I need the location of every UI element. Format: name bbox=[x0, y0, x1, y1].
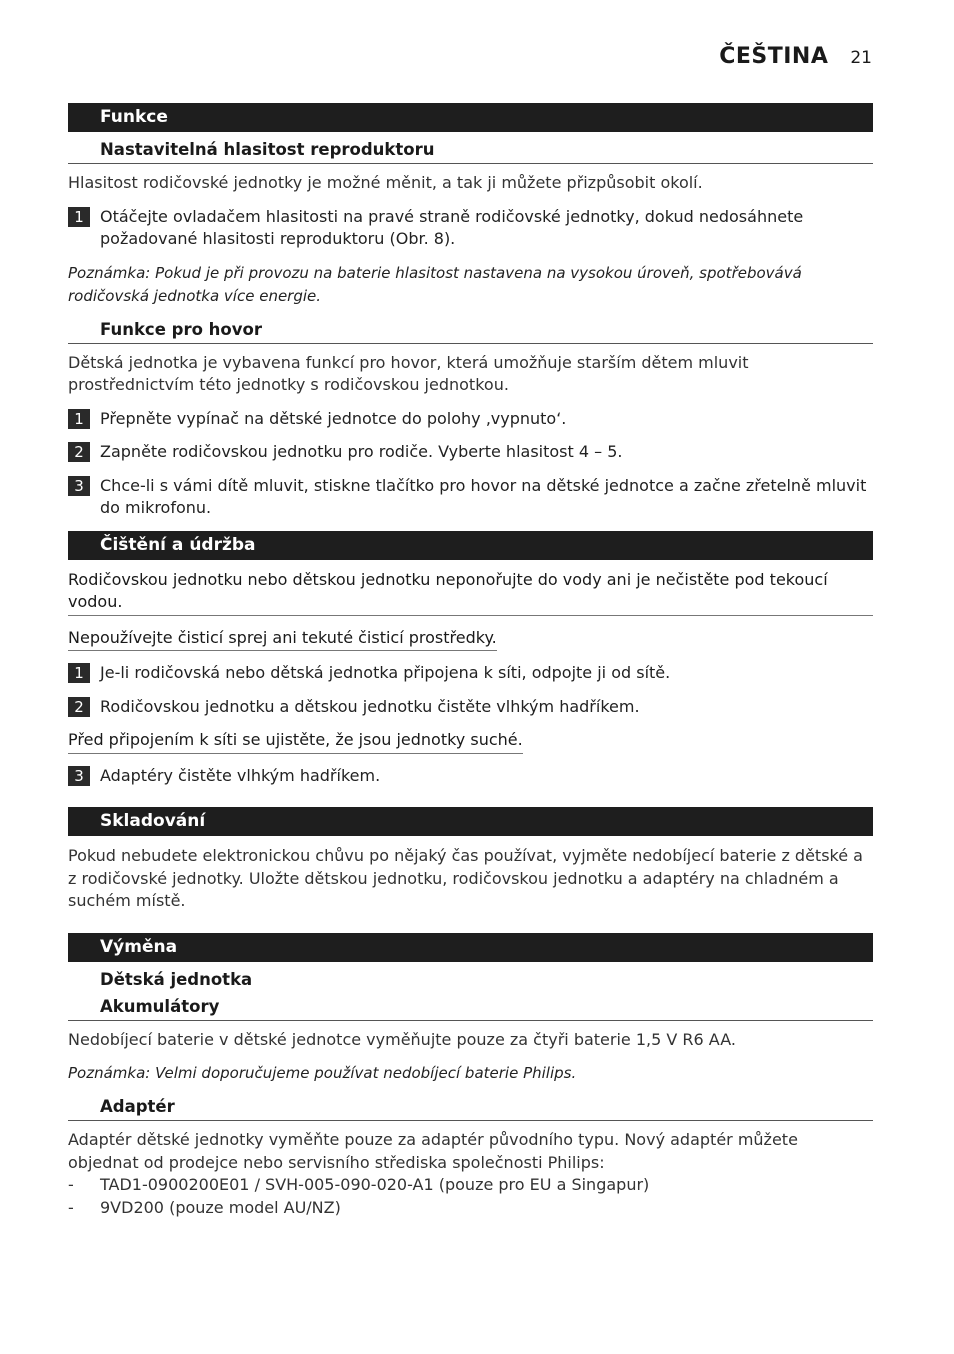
subsection-title-adapter: Adaptér bbox=[68, 1093, 873, 1121]
page-number: 21 bbox=[850, 48, 872, 68]
step-cleaning-1 bbox=[68, 662, 873, 685]
batteries-note: Poznámka: Velmi doporučujeme používat nedobíjecí baterie Philips. bbox=[68, 1064, 577, 1082]
step-number: 1 bbox=[68, 207, 90, 227]
talk-intro: Dětská jednotka je vybavena funkcí pro hovor, která umožňuje starším dětem mluvit prostřednictvím této jednotky s rodičovskou jednotkou. bbox=[68, 352, 749, 394]
step-text: Otáčejte ovladačem hlasitosti na pravé straně rodičovské jednotky, dokud nedosáhnete požadované hlasitosti reproduktoru (Obr. 8). bbox=[100, 206, 804, 248]
batteries-text: Nedobíjecí baterie v dětské jednotce vyměňujte pouze za čtyři baterie 1,5 V R6 AA. bbox=[68, 1029, 736, 1049]
volume-note: Poznámka: Pokud je při provozu na baterie hlasitost nastavena na vysokou úroveň, spotřebovává rodičovská jednotka více energie. bbox=[68, 263, 802, 305]
section-title-funkce: Funkce bbox=[68, 103, 873, 132]
step-talk-1 bbox=[68, 408, 873, 431]
section-title-cleaning: Čištění a údržba bbox=[68, 531, 873, 560]
section-title-storage: Skladování bbox=[68, 807, 873, 836]
list-item-text: TAD1-0900200E01 / SVH-005-090-020-A1 (pouze pro EU a Singapur) bbox=[100, 1175, 650, 1194]
subsection-title-baby-unit: Dětská jednotka bbox=[100, 969, 253, 989]
step-talk-3 bbox=[68, 475, 873, 520]
step-cleaning-3 bbox=[68, 765, 873, 788]
list-item bbox=[68, 1174, 873, 1197]
adapter-text: Adaptér dětské jednotky vyměňte pouze za adaptér původního typu. Nový adaptér můžete objednat od prodejce nebo servisního střediska společnosti Philips: bbox=[68, 1130, 798, 1172]
step-text: Zapněte rodičovskou jednotku pro rodiče. Vyberte hlasitost 4 – 5. bbox=[100, 442, 623, 461]
step-text: Přepněte vypínač na dětské jednotce do polohy ‚vypnuto‘. bbox=[100, 408, 567, 428]
step-number: 3 bbox=[68, 766, 90, 786]
warning-no-water: Rodičovskou jednotku nebo dětskou jednotku neponořujte do vody ani je nečistěte pod tekoucí vodou. bbox=[68, 569, 873, 616]
dash-bullet: - bbox=[68, 1175, 74, 1194]
warning-dry-units: Před připojením k síti se ujistěte, že jsou jednotky suché. bbox=[68, 729, 523, 754]
step-volume-1 bbox=[68, 206, 873, 251]
page-content bbox=[68, 103, 873, 1219]
step-number: 1 bbox=[68, 409, 90, 429]
step-cleaning-2 bbox=[68, 696, 873, 719]
list-item-text: 9VD200 (pouze model AU/NZ) bbox=[100, 1197, 341, 1217]
step-number: 2 bbox=[68, 697, 90, 717]
storage-text: Pokud nebudete elektronickou chůvu po nějaký čas používat, vyjměte nedobíjecí baterie z dětské a z rodičovské jednotky. Uložte dětskou jednotku, rodičovskou jednotku a adaptéry na chladném a suchém místě. bbox=[68, 846, 863, 910]
section-title-replacement: Výměna bbox=[68, 933, 873, 962]
step-number: 3 bbox=[68, 476, 90, 496]
volume-intro: Hlasitost rodičovské jednotky je možné měnit, a tak ji můžete přizpůsobit okolí. bbox=[68, 173, 703, 192]
warning-no-spray: Nepoužívejte čisticí sprej ani tekuté čisticí prostředky. bbox=[68, 627, 497, 652]
step-number: 2 bbox=[68, 442, 90, 462]
subsection-title-batteries: Akumulátory bbox=[68, 993, 873, 1021]
step-text: Rodičovskou jednotku a dětskou jednotku čistěte vlhkým hadříkem. bbox=[100, 696, 640, 716]
list-item bbox=[68, 1197, 873, 1220]
step-text: Je-li rodičovská nebo dětská jednotka připojena k síti, odpojte ji od sítě. bbox=[100, 663, 671, 682]
subsection-title-talk: Funkce pro hovor bbox=[68, 316, 873, 344]
step-text: Adaptéry čistěte vlhkým hadříkem. bbox=[100, 765, 381, 785]
step-text: Chce-li s vámi dítě mluvit, stiskne tlačítko pro hovor na dětské jednotce a začne zřetelně mluvit do mikrofonu. bbox=[100, 475, 867, 517]
step-number: 1 bbox=[68, 663, 90, 683]
page-header bbox=[719, 44, 872, 69]
subsection-title-volume: Nastavitelná hlasitost reproduktoru bbox=[68, 136, 873, 164]
dash-bullet: - bbox=[68, 1197, 74, 1217]
step-talk-2 bbox=[68, 441, 873, 464]
language-label: ČEŠTINA bbox=[719, 44, 829, 69]
